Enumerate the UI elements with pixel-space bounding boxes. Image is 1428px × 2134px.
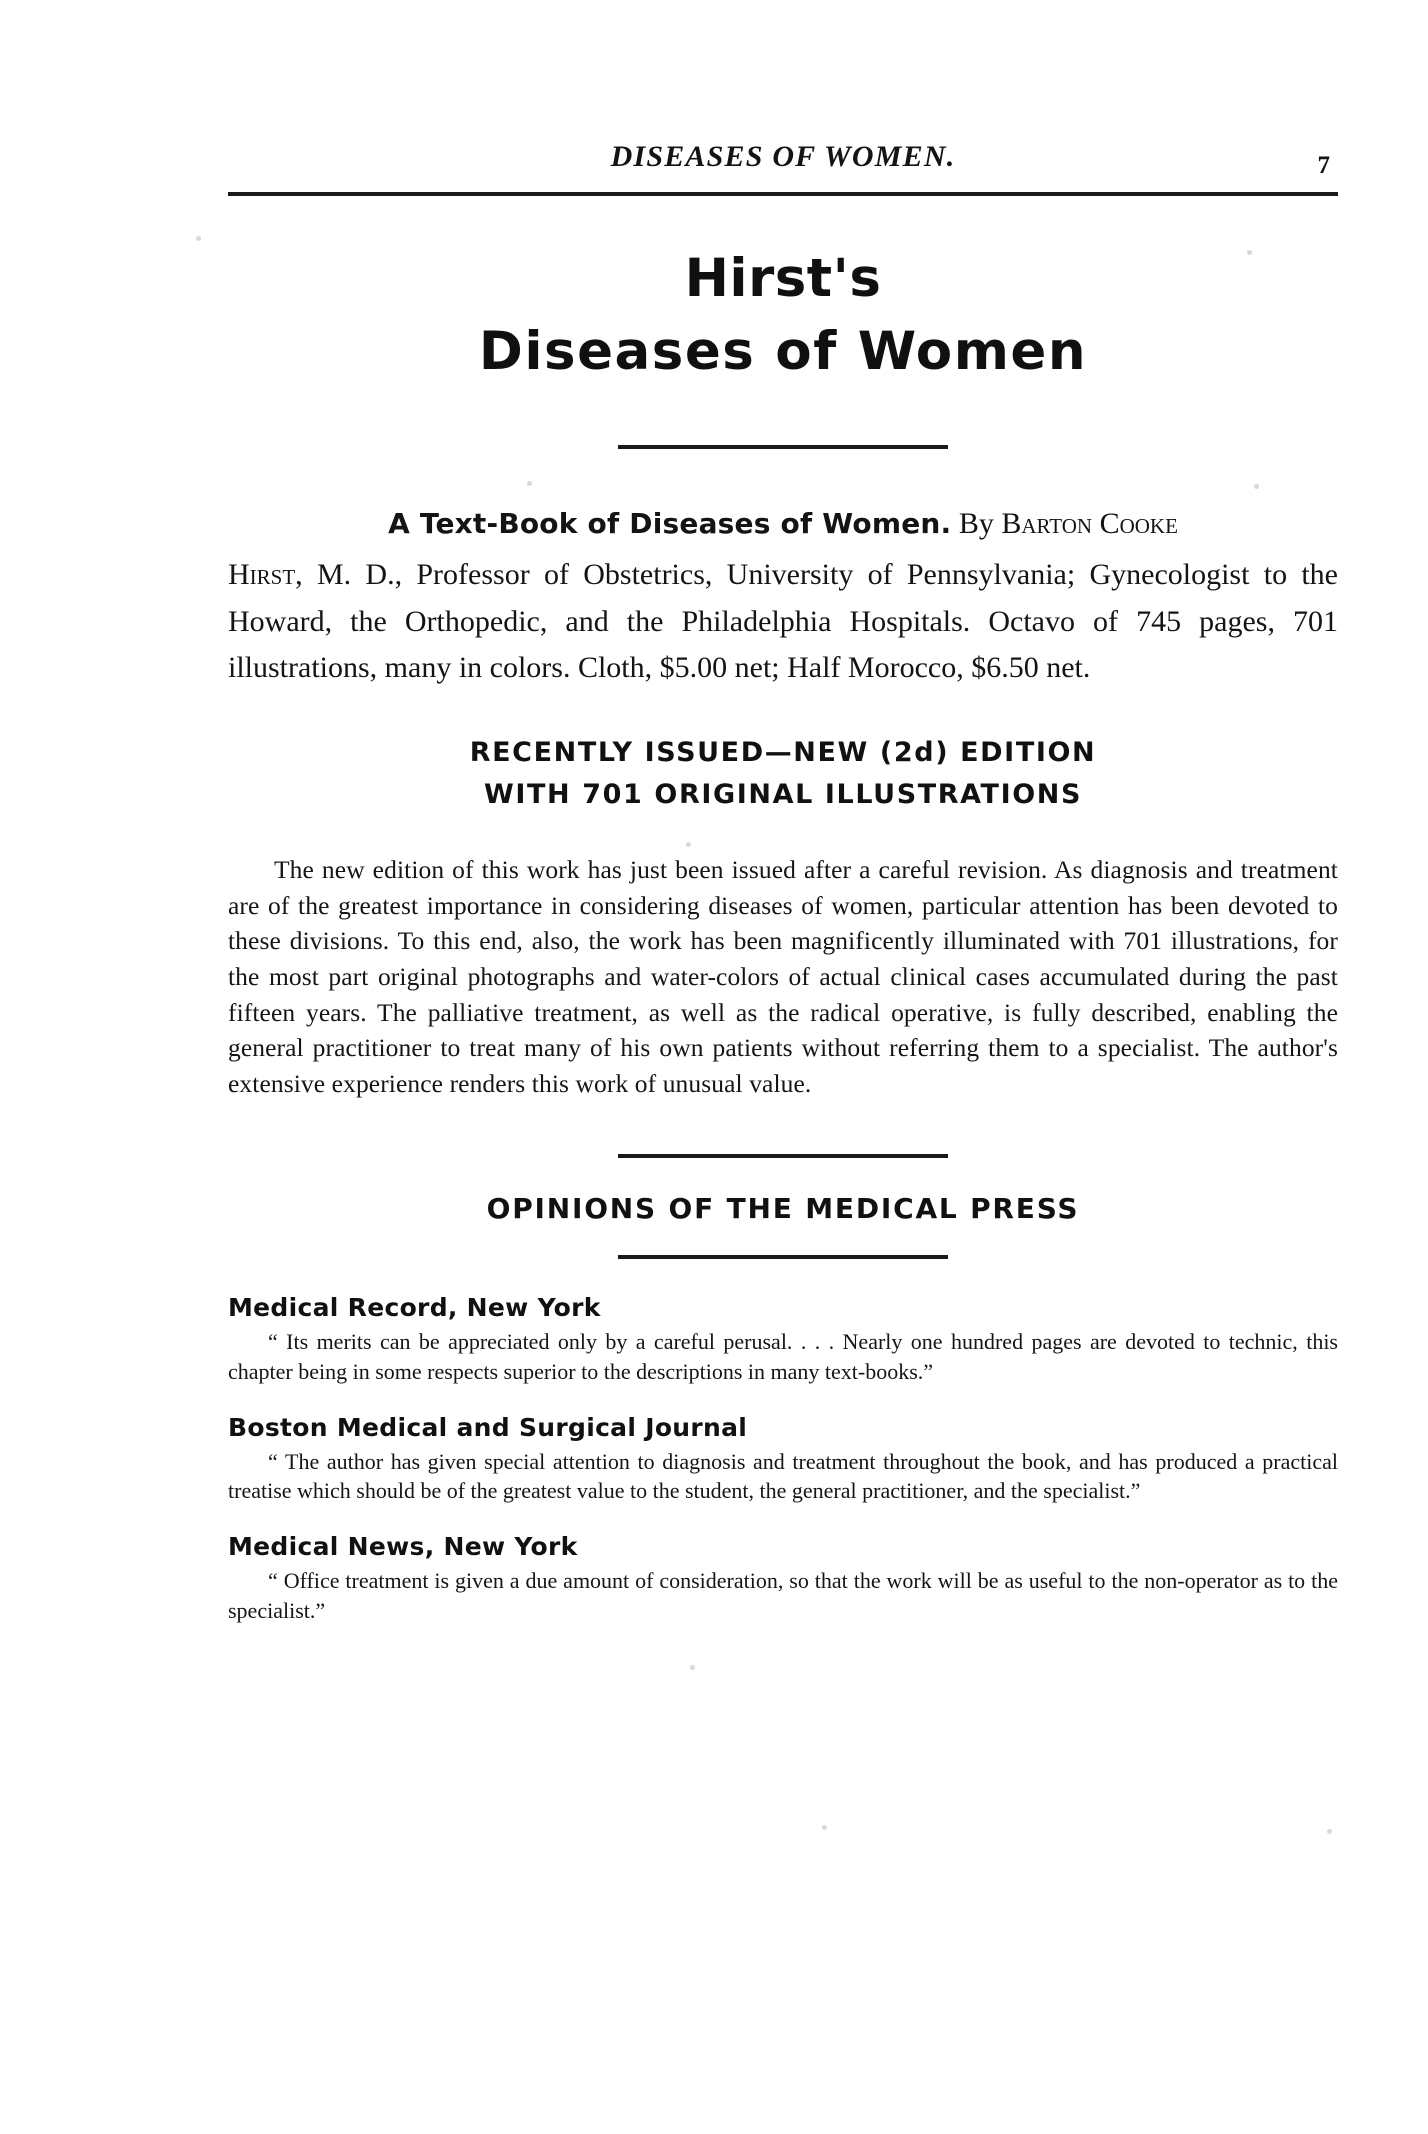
quote-source: Medical News, New York <box>228 1532 578 1562</box>
running-head <box>228 140 1338 182</box>
page-content <box>228 140 1338 1626</box>
scan-speckle <box>822 1825 827 1830</box>
description-first-line <box>228 501 1338 548</box>
title-divider <box>618 445 948 449</box>
body-paragraph: The new edition of this work has just been issued after a careful revision. As diagnosis and treatment are of the greatest importance in considering diseases of women, particular attention has been devoted to these divisions. To this end, also, the work has been magnificently illuminated with 701 illustrations, for the most part original photographs and water-colors of actual clinical cases accumulated during the past fifteen years. The palliative treatment, as well as the radical operative, is fully described, enabling the general practitioner to treat many of his own patients without referring them to a specialist. The author's extensive experience renders this work of unusual value. <box>228 854 1338 1099</box>
scan-speckle <box>1254 484 1259 489</box>
running-head-title: DISEASES OF WOMEN. <box>610 140 956 173</box>
scan-speckle <box>1327 1829 1332 1834</box>
opinions-heading: OPINIONS OF THE MEDICAL PRESS <box>486 1191 1080 1225</box>
header-rule <box>228 192 1338 196</box>
quote-source: Medical Record, New York <box>228 1292 601 1322</box>
scan-speckle <box>527 481 532 486</box>
edition-line-2: WITH 701 ORIGINAL ILLUSTRATIONS <box>483 779 1083 811</box>
description-author-cont: Hirst <box>228 557 296 591</box>
edition-line-1: RECENTLY ISSUED—NEW (2d) EDITION <box>469 737 1097 769</box>
page-number: 7 <box>1317 152 1330 179</box>
title-line-2: Diseases of Women <box>478 320 1088 382</box>
edition-notice <box>228 732 1338 816</box>
quote-item <box>228 1293 1338 1387</box>
quote-text: “ Office treatment is given a due amount of consideration, so that the work will be as useful to the non-operator as to the specialist.” <box>228 1568 1338 1624</box>
title-line-1: Hirst's <box>684 248 882 309</box>
quote-item <box>228 1532 1338 1626</box>
description-lead: A Text-Book of Diseases of Women. <box>388 507 952 541</box>
opinions-divider-bottom <box>618 1255 948 1259</box>
scan-speckle <box>690 1665 695 1670</box>
book-title <box>228 248 1338 449</box>
description-by: By <box>958 507 994 541</box>
scan-speckle <box>1247 250 1252 255</box>
opinions-divider-top <box>618 1154 948 1158</box>
quote-text: “ Its merits can be appreciated only by a careful perusal. . . . Nearly one hundred pages are devoted to technic, this chapter being in some respects superior to the descriptions in many text-books.” <box>228 1328 1338 1384</box>
book-description <box>228 501 1338 692</box>
description-rest: , M. D., Professor of Obstetrics, University of Pennsylvania; Gynecologist to the Howard, the Orthopedic, and the Philadelphia Hospitals. Octavo of 745 pages, 701 illustrations, many in colors. Cloth, $5.00 net; Half Morocco, $6.50 net. <box>228 557 1338 685</box>
scan-speckle <box>196 236 201 241</box>
quote-source: Boston Medical and Surgical Journal <box>228 1412 748 1442</box>
scan-speckle <box>686 842 691 847</box>
quote-item <box>228 1413 1338 1507</box>
description-author: Barton Cooke <box>1001 507 1178 541</box>
quote-text: “ The author has given special attention to diagnosis and treatment throughout the book, and has produced a practical treatise which should be of the greatest value to the student, the general practitioner, and the specialist.” <box>228 1448 1338 1504</box>
